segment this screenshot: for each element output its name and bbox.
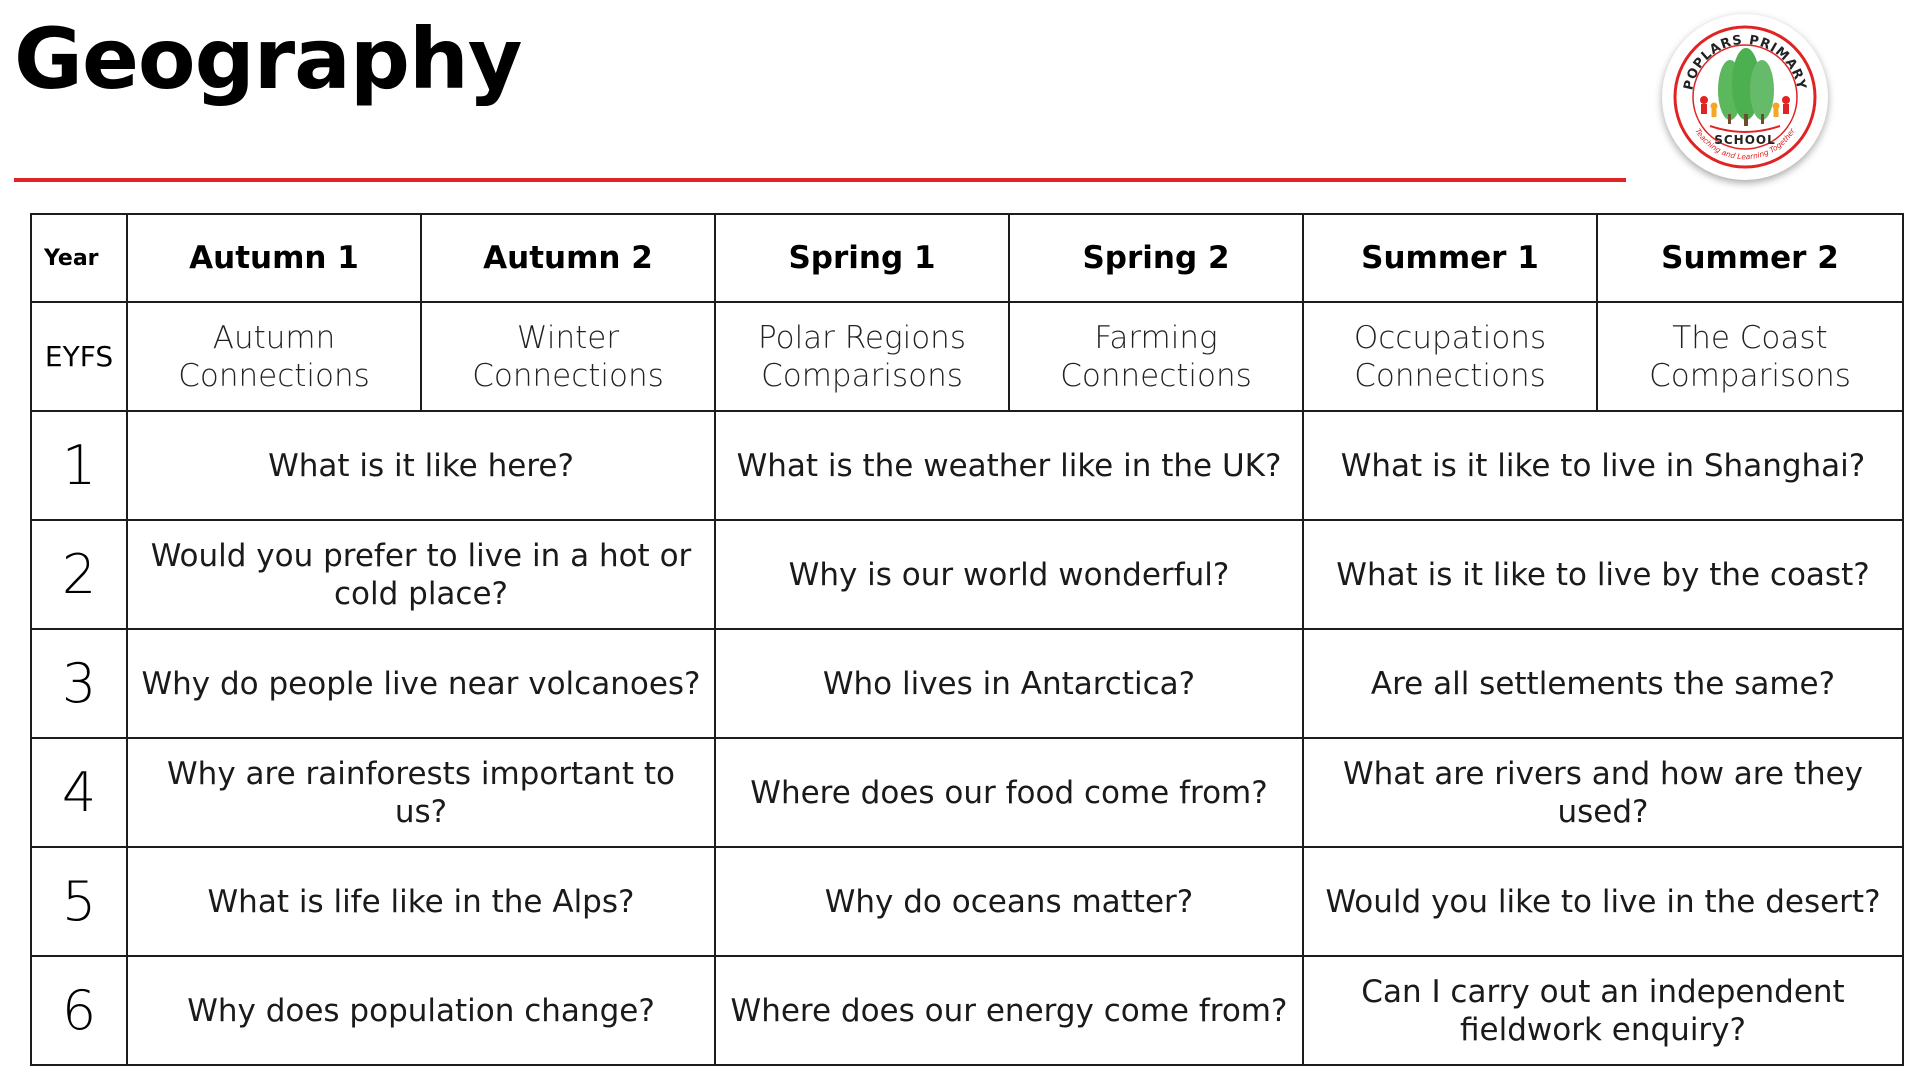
school-logo: [1662, 14, 1828, 180]
autumn-question: Why does population change?: [127, 956, 715, 1065]
year-label: 6: [31, 956, 127, 1065]
spring-question: Where does our energy come from?: [715, 956, 1303, 1065]
logo-school-text: SCHOOL: [1714, 133, 1776, 147]
logo-top-text: POPLARS PRIMARY: [1681, 32, 1809, 92]
spring-question: What is the weather like in the UK?: [715, 411, 1303, 520]
table-row-eyfs: [31, 302, 1903, 411]
summer-question: What are rivers and how are they used?: [1303, 738, 1903, 847]
table-row-year-5: [31, 847, 1903, 956]
table-row-year-4: [31, 738, 1903, 847]
topic-cell: Autumn Connections: [127, 302, 421, 411]
summer-question: Would you like to live in the desert?: [1303, 847, 1903, 956]
header-summer-1: Summer 1: [1303, 214, 1597, 302]
autumn-question: Why do people live near volcanoes?: [127, 629, 715, 738]
geography-curriculum-table: [30, 213, 1904, 1066]
autumn-question: Would you prefer to live in a hot or cold place?: [127, 520, 715, 629]
header-autumn-2: Autumn 2: [421, 214, 715, 302]
autumn-question: What is it like here?: [127, 411, 715, 520]
topic-cell: The Coast Comparisons: [1597, 302, 1903, 411]
header-row: [31, 214, 1903, 302]
spring-question: Why is our world wonderful?: [715, 520, 1303, 629]
header-autumn-1: Autumn 1: [127, 214, 421, 302]
table-row-year-2: [31, 520, 1903, 629]
title-divider: [14, 178, 1626, 182]
topic-cell: Occupations Connections: [1303, 302, 1597, 411]
autumn-question: What is life like in the Alps?: [127, 847, 715, 956]
summer-question: Can I carry out an independent fieldwork enquiry?: [1303, 956, 1903, 1065]
spring-question: Who lives in Antarctica?: [715, 629, 1303, 738]
summer-question: What is it like to live in Shanghai?: [1303, 411, 1903, 520]
year-label: 1: [31, 411, 127, 520]
year-label: 4: [31, 738, 127, 847]
header-spring-1: Spring 1: [715, 214, 1009, 302]
header-year: Year: [31, 214, 127, 302]
summer-question: Are all settlements the same?: [1303, 629, 1903, 738]
year-label: 2: [31, 520, 127, 629]
school-logo-emblem: [1662, 14, 1828, 180]
page-title: Geography: [14, 10, 522, 108]
table-row-year-3: [31, 629, 1903, 738]
year-label: 3: [31, 629, 127, 738]
year-label: EYFS: [31, 302, 127, 411]
logo-motto: Teaching and Learning Together: [1693, 126, 1797, 162]
year-label: 5: [31, 847, 127, 956]
summer-question: What is it like to live by the coast?: [1303, 520, 1903, 629]
topic-cell: Winter Connections: [421, 302, 715, 411]
topic-cell: Polar Regions Comparisons: [715, 302, 1009, 411]
table-row-year-1: [31, 411, 1903, 520]
autumn-question: Why are rainforests important to us?: [127, 738, 715, 847]
spring-question: Where does our food come from?: [715, 738, 1303, 847]
header-summer-2: Summer 2: [1597, 214, 1903, 302]
header-spring-2: Spring 2: [1009, 214, 1303, 302]
spring-question: Why do oceans matter?: [715, 847, 1303, 956]
topic-cell: Farming Connections: [1009, 302, 1303, 411]
table-row-year-6: [31, 956, 1903, 1065]
